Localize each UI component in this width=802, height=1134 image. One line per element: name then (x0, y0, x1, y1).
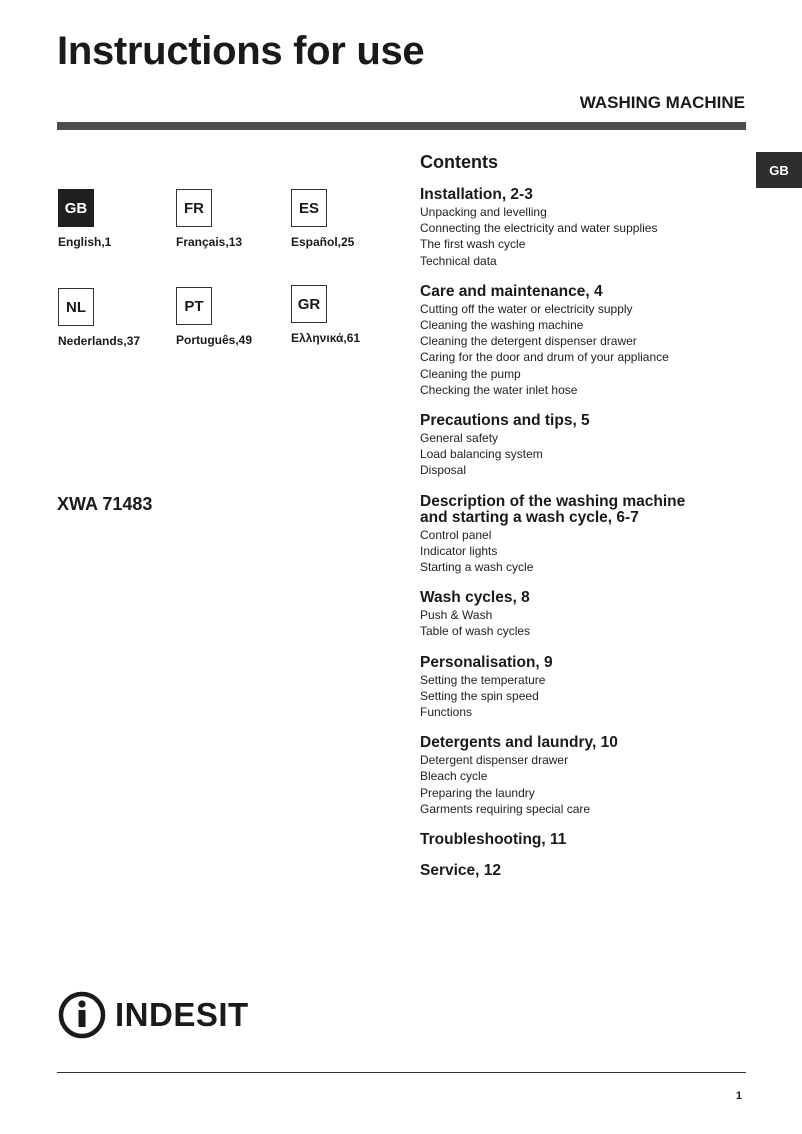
language-label: Ελληνικά,61 (291, 331, 361, 345)
language-item-gr[interactable] (291, 285, 360, 345)
language-item-pt[interactable] (176, 287, 252, 347)
contents-item[interactable]: Table of wash cycles (420, 624, 531, 639)
contents-section-heading[interactable]: Personalisation, 9 (420, 653, 553, 671)
language-label: Nederlands,37 (58, 334, 141, 348)
contents-section (420, 832, 750, 848)
contents-section (420, 284, 750, 398)
page-title: Instructions for use (57, 29, 425, 73)
language-code-box[interactable]: FR (176, 189, 212, 227)
contents-item[interactable]: Technical data (420, 253, 497, 268)
brand-name: INDESIT (115, 996, 249, 1033)
page-number: 1 (735, 1090, 742, 1102)
language-code-box[interactable]: ES (291, 189, 327, 227)
contents-item[interactable]: Cleaning the washing machine (420, 318, 584, 333)
contents-section-heading[interactable]: Installation, 2-3 (420, 186, 533, 203)
contents-item[interactable]: Functions (420, 705, 473, 720)
contents-item[interactable]: Cleaning the detergent dispenser drawer (420, 334, 637, 349)
contents-item[interactable]: Preparing the laundry (420, 785, 535, 800)
contents-item[interactable]: Control panel (420, 527, 492, 542)
contents-item[interactable]: Push & Wash (420, 608, 493, 623)
product-type: WASHING MACHINE (579, 93, 745, 112)
contents-section-items (420, 607, 750, 639)
language-side-tab[interactable]: GB (756, 152, 802, 188)
contents-list (420, 187, 750, 894)
contents-item[interactable]: Checking the water inlet hose (420, 382, 578, 397)
contents-title: Contents (420, 152, 498, 172)
contents-section (420, 655, 750, 721)
contents-item[interactable]: General safety (420, 431, 499, 446)
contents-item[interactable]: Setting the temperature (420, 672, 546, 687)
language-label: Português,49 (176, 333, 253, 347)
language-item-gb[interactable] (58, 189, 111, 249)
contents-item[interactable]: Bleach cycle (420, 769, 488, 784)
indesit-logo-icon (57, 990, 107, 1040)
contents-item[interactable]: Caring for the door and drum of your appliance (420, 350, 669, 365)
contents-section-heading[interactable]: Description of the washing machine and starting a wash cycle, 6-7 (420, 492, 686, 526)
contents-item[interactable]: Indicator lights (420, 543, 498, 558)
contents-section-heading[interactable]: Troubleshooting, 11 (420, 831, 567, 849)
language-label: Español,25 (291, 235, 355, 249)
language-item-es[interactable] (291, 189, 354, 249)
brand-logo (57, 990, 249, 1040)
contents-item[interactable]: Garments requiring special care (420, 801, 591, 816)
language-code-box[interactable]: GB (58, 189, 94, 227)
language-item-fr[interactable] (176, 189, 242, 249)
contents-section (420, 413, 750, 479)
contents-section (420, 494, 750, 576)
contents-item[interactable]: Starting a wash cycle (420, 560, 534, 575)
contents-item[interactable]: The first wash cycle (420, 237, 526, 252)
contents-section-heading[interactable]: Detergents and laundry, 10 (420, 734, 618, 752)
contents-section-items (420, 672, 750, 721)
contents-section-items (420, 430, 750, 479)
contents-section (420, 187, 750, 269)
contents-item[interactable]: Connecting the electricity and water supplies (420, 221, 658, 236)
contents-section (420, 863, 750, 879)
contents-item[interactable]: Cutting off the water or electricity supply (420, 301, 633, 316)
contents-item[interactable]: Unpacking and levelling (420, 205, 547, 219)
contents-section-heading[interactable]: Wash cycles, 8 (420, 589, 530, 607)
contents-section-heading[interactable]: Precautions and tips, 5 (420, 412, 590, 430)
contents-item[interactable]: Disposal (420, 463, 467, 478)
footer-divider (57, 1072, 746, 1073)
contents-item[interactable]: Detergent dispenser drawer (420, 753, 569, 768)
header-divider-bar (57, 122, 746, 130)
language-item-nl[interactable] (58, 288, 140, 348)
contents-section-items (420, 204, 750, 269)
contents-item[interactable]: Setting the spin speed (420, 688, 539, 703)
contents-item[interactable]: Load balancing system (420, 447, 543, 462)
contents-section-items (420, 752, 750, 817)
language-code-box[interactable]: NL (58, 288, 94, 326)
model-number: XWA 71483 (57, 494, 153, 514)
contents-section-heading[interactable]: Care and maintenance, 4 (420, 282, 603, 300)
language-code-box[interactable]: PT (176, 287, 212, 325)
language-label: English,1 (58, 235, 112, 249)
language-code-box[interactable]: GR (291, 285, 327, 323)
contents-section-items (420, 527, 750, 576)
language-label: Français,13 (176, 235, 243, 249)
contents-section-heading[interactable]: Service, 12 (420, 862, 502, 880)
contents-section-items (420, 301, 750, 398)
contents-section (420, 590, 750, 639)
contents-section (420, 735, 750, 817)
contents-item[interactable]: Cleaning the pump (420, 366, 521, 381)
